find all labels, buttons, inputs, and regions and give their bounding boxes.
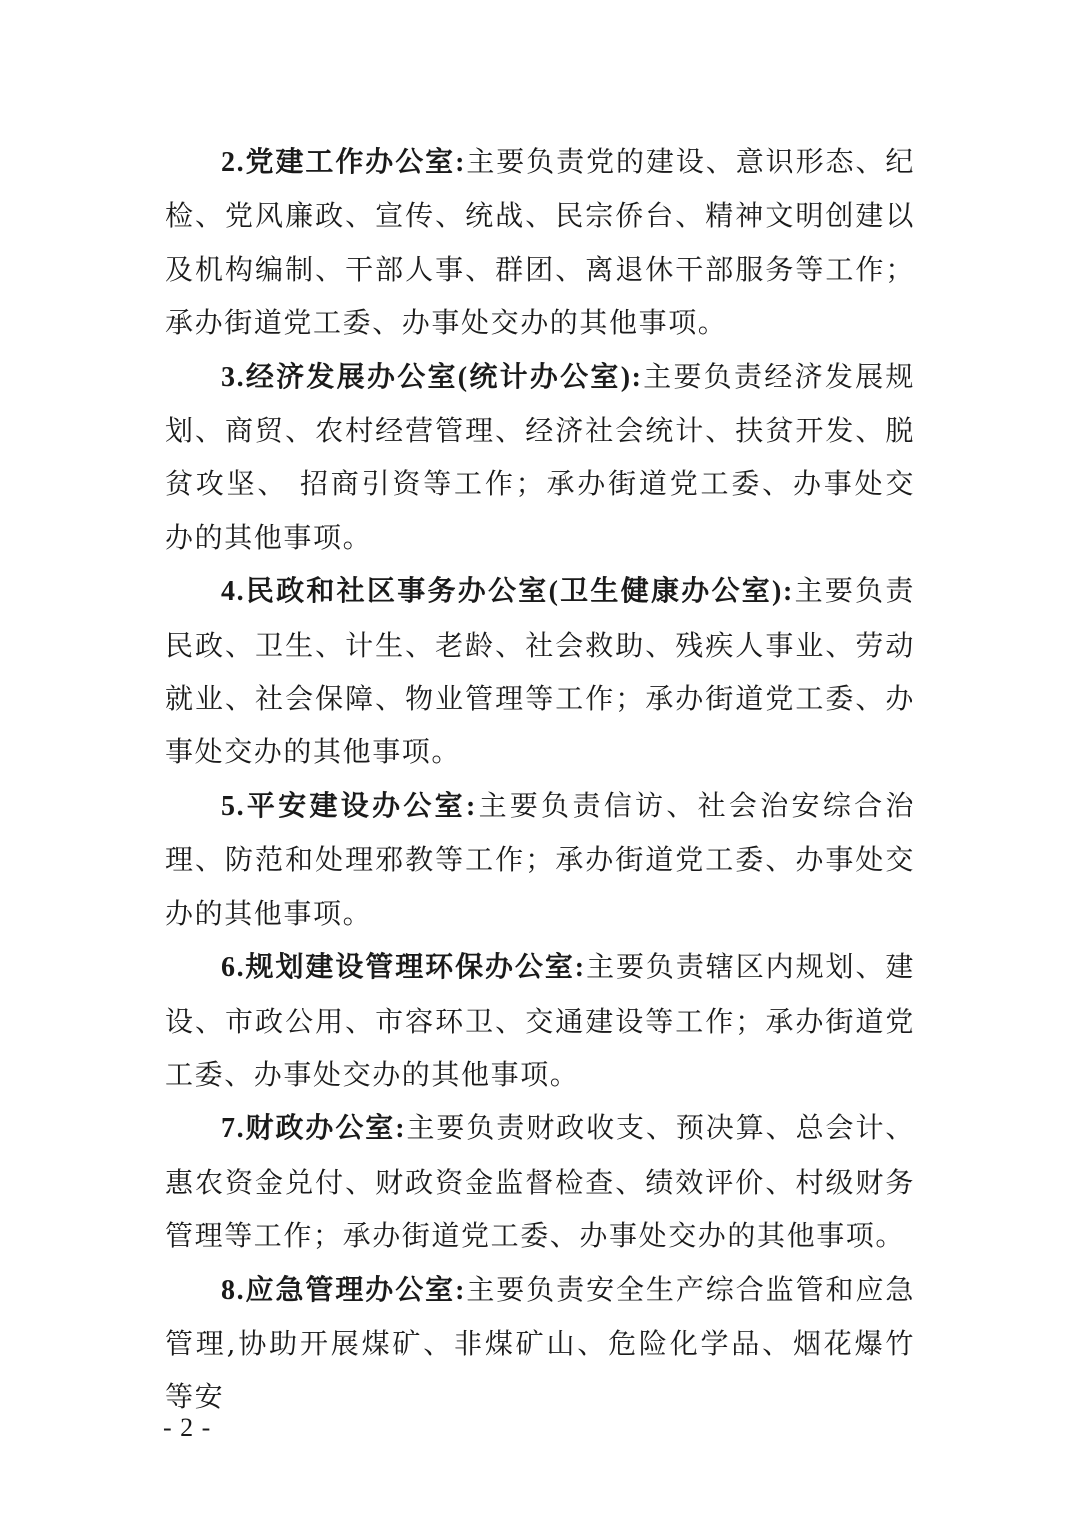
section-text-4: 主要负责民政、卫生、计生、老龄、社会救助、残疾人事业、劳动就业、社会保障、物业管理等工作；承办街道党工委、办事处交办的其他事项。 (165, 574, 915, 769)
section-paragraph-8 (165, 1263, 915, 1424)
section-text-2: 主要负责党的建设、意识形态、纪检、党风廉政、宣传、统战、民宗侨台、精神文明创建以及机构编制、干部人事、群团、离退休干部服务等工作；承办街道党工委、办事处交办的其他事项。 (165, 145, 915, 340)
section-heading-2: 2.党建工作办公室: (221, 147, 466, 178)
section-heading-6: 6.规划建设管理环保办公室: (221, 952, 586, 984)
section-paragraph-3 (165, 350, 915, 565)
section-heading-7: 7.财政办公室: (221, 1113, 407, 1145)
section-heading-4: 4.民政和社区事务办公室(卫生健康办公室): (221, 576, 794, 608)
section-heading-8: 8.应急管理办公室: (221, 1274, 466, 1306)
section-heading-3: 3.经济发展办公室(统计办公室): (221, 361, 643, 393)
section-text-8: 主要负责安全生产综合监管和应急管理,协助开展煤矿、非煤矿山、危险化学品、烟花爆竹等安 (165, 1272, 915, 1414)
section-paragraph-2 (165, 135, 915, 350)
section-text-5: 主要负责信访、社会治安综合治理、防范和处理邪教等工作；承办街道党工委、办事处交办的其他事项。 (165, 788, 916, 930)
section-text-7: 主要负责财政收支、预决算、总会计、惠农资金兑付、财政资金监督检查、绩效评价、村级财务管理等工作；承办街道党工委、办事处交办的其他事项。 (165, 1111, 916, 1253)
section-text-6: 主要负责辖区内规划、建设、市政公用、市容环卫、交通建设等工作；承办街道党工委、办事处交办的其他事项。 (165, 950, 915, 1091)
section-paragraph-7 (165, 1101, 915, 1262)
section-paragraph-6 (165, 940, 915, 1101)
section-heading-5: 5.平安建设办公室: (221, 790, 477, 822)
page-number: - 2 - (163, 1413, 212, 1442)
section-paragraph-4 (165, 564, 915, 779)
section-paragraph-5 (165, 779, 915, 940)
document-body (165, 135, 915, 1424)
section-text-3: 主要负责经济发展规划、商贸、农村经营管理、经济社会统计、扶贫开发、脱贫攻坚、 招商引资等工作；承办街道党工委、办事处交办的其他事项。 (165, 359, 915, 554)
